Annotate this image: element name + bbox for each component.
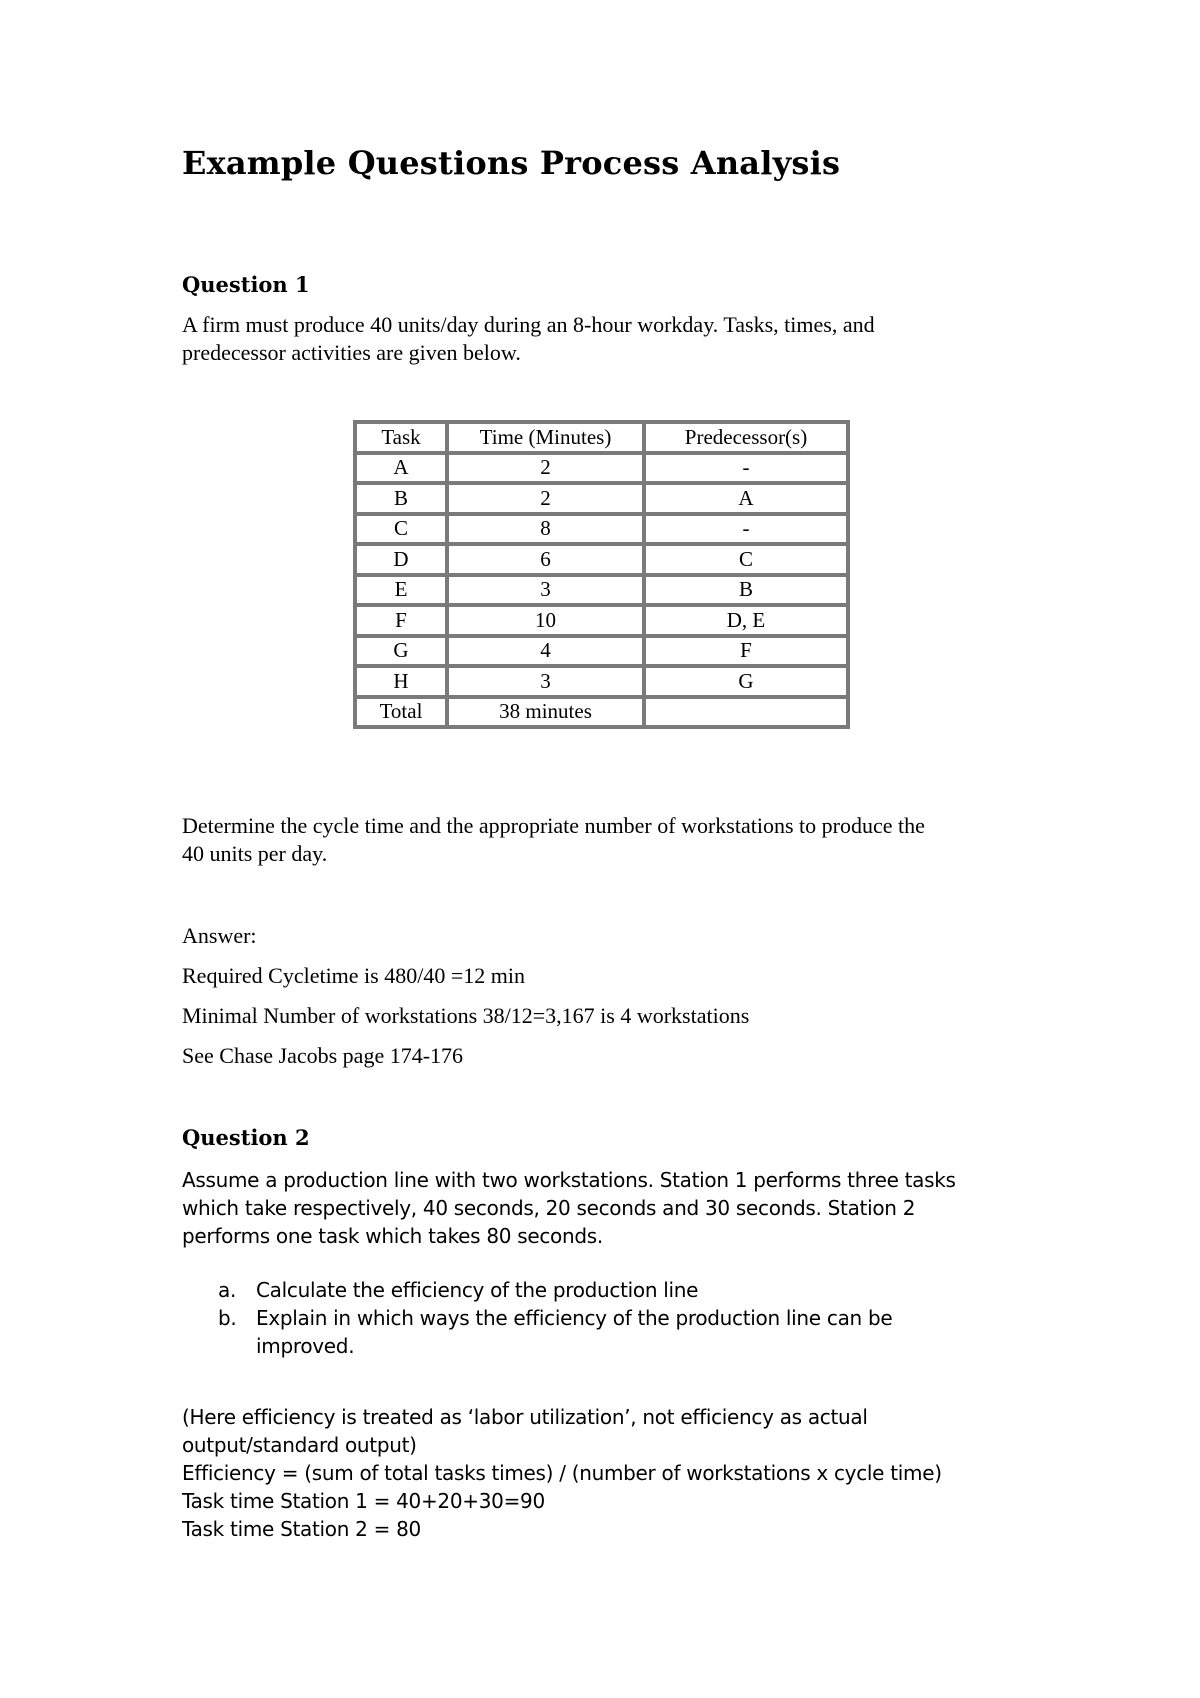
question-1-prompt <box>182 812 925 868</box>
table-row <box>357 546 846 573</box>
table-cell: F <box>646 638 846 665</box>
table-row <box>357 607 846 634</box>
efficiency-note-line-1: (Here efficiency is treated as ‘labor utilization’, not efficiency as actual <box>182 1405 868 1429</box>
table-cell: B <box>646 577 846 604</box>
list-item <box>182 1304 892 1360</box>
table-header-row <box>357 424 846 451</box>
table-cell: - <box>646 516 846 543</box>
table-row <box>357 699 846 726</box>
question-2-intro-line-3: performs one task which takes 80 seconds. <box>182 1224 603 1248</box>
document-title: Example Questions Process Analysis <box>182 144 841 182</box>
table-row <box>357 455 846 482</box>
table-cell: F <box>357 607 445 634</box>
station-2-task-time: Task time Station 2 = 80 <box>182 1517 421 1541</box>
list-marker: b. <box>218 1306 237 1330</box>
table-cell: B <box>357 485 445 512</box>
efficiency-formula: Efficiency = (sum of total tasks times) / (number of workstations x cycle time) <box>182 1461 942 1485</box>
table-row <box>357 577 846 604</box>
answer-cycle-time: Required Cycletime is 480/40 =12 min <box>182 963 525 988</box>
question-1-prompt-line-1: Determine the cycle time and the appropriate number of workstations to produce the <box>182 813 925 838</box>
question-1-prompt-line-2: 40 units per day. <box>182 841 328 866</box>
list-item-text: Explain in which ways the efficiency of the production line can be <box>256 1306 893 1330</box>
table-cell: A <box>357 455 445 482</box>
question-1-intro-line-2: predecessor activities are given below. <box>182 340 521 365</box>
answer-reference: See Chase Jacobs page 174-176 <box>182 1043 464 1068</box>
table-cell: D, E <box>646 607 846 634</box>
efficiency-note <box>182 1403 942 1543</box>
table-cell: 38 minutes <box>449 699 642 726</box>
table-row <box>357 668 846 695</box>
table-cell: 6 <box>449 546 642 573</box>
table-cell: D <box>357 546 445 573</box>
table-cell: 2 <box>449 455 642 482</box>
table-cell <box>646 699 846 726</box>
table-cell: 8 <box>449 516 642 543</box>
question-1-intro-line-1: A firm must produce 40 units/day during an 8-hour workday. Tasks, times, and <box>182 312 875 337</box>
table-row <box>357 516 846 543</box>
table-header-cell: Predecessor(s) <box>646 424 846 451</box>
table-cell: E <box>357 577 445 604</box>
list-marker: a. <box>218 1278 237 1302</box>
table-cell: 3 <box>449 668 642 695</box>
table-cell: 4 <box>449 638 642 665</box>
table-header-cell: Time (Minutes) <box>449 424 642 451</box>
list-item-text: Calculate the efficiency of the production line <box>256 1278 699 1302</box>
answer-workstations: Minimal Number of workstations 38/12=3,167 is 4 workstations <box>182 1003 750 1028</box>
list-item <box>182 1276 892 1304</box>
table-cell: 10 <box>449 607 642 634</box>
table-cell: H <box>357 668 445 695</box>
question-2-task-list <box>182 1276 892 1360</box>
table-header-cell: Task <box>357 424 445 451</box>
question-1-heading: Question 1 <box>182 272 310 297</box>
table-cell: G <box>646 668 846 695</box>
table-cell: 3 <box>449 577 642 604</box>
question-2-intro <box>182 1166 956 1250</box>
question-2-intro-line-1: Assume a production line with two workstations. Station 1 performs three tasks <box>182 1168 956 1192</box>
table-cell: A <box>646 485 846 512</box>
question-2-intro-line-2: which take respectively, 40 seconds, 20 seconds and 30 seconds. Station 2 <box>182 1196 916 1220</box>
question-1-intro <box>182 311 875 367</box>
station-1-task-time: Task time Station 1 = 40+20+30=90 <box>182 1489 545 1513</box>
table-cell: - <box>646 455 846 482</box>
question-2-heading: Question 2 <box>182 1125 310 1150</box>
table-row <box>357 638 846 665</box>
efficiency-note-line-2: output/standard output) <box>182 1433 417 1457</box>
table-row <box>357 485 846 512</box>
table-cell: Total <box>357 699 445 726</box>
table-cell: C <box>646 546 846 573</box>
task-table <box>353 420 850 729</box>
table-cell: C <box>357 516 445 543</box>
table-cell: 2 <box>449 485 642 512</box>
answer-label: Answer: <box>182 923 257 948</box>
list-item-text-continued: improved. <box>256 1334 355 1358</box>
table-cell: G <box>357 638 445 665</box>
